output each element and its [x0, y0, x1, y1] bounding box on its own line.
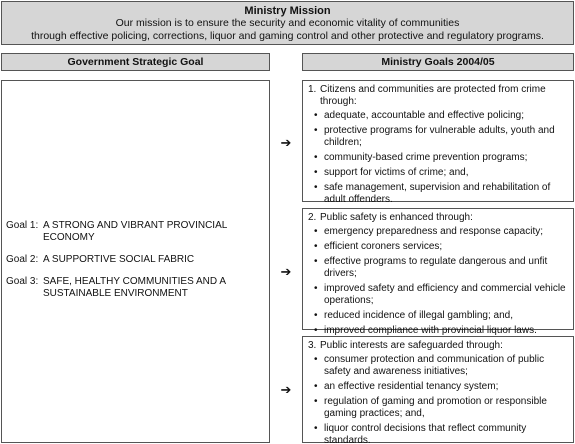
strategic-goal-list	[6, 220, 268, 310]
list-item: • an effective residential tenancy system;	[314, 381, 499, 392]
list-item: • effective programs to regulate dangerous and unfit drivers;	[314, 256, 548, 279]
bullet-icon: •	[314, 354, 318, 365]
bullet-icon: •	[314, 241, 318, 252]
list-item: • efficient coroners services;	[314, 241, 443, 252]
ministry-goal-number: 3.	[308, 340, 317, 351]
ministry-goal-items	[314, 226, 569, 337]
list-item: • improved safety and efficiency and commercial vehicle operations;	[314, 283, 566, 306]
arrow-right-icon: ➔	[280, 264, 292, 279]
ministry-goal-heading-text: Public safety is enhanced through:	[320, 212, 473, 223]
bullet-icon: •	[314, 310, 318, 321]
list-item: • reduced incidence of illegal gambling; and,	[314, 310, 514, 321]
strategic-goal-header: Government Strategic Goal	[1, 53, 270, 71]
ministry-goal-items	[314, 354, 569, 444]
bullet-icon: •	[314, 396, 318, 407]
bullet-icon: •	[314, 182, 318, 193]
list-item: • liquor control decisions that reflect community standards.	[314, 423, 569, 444]
mission-line-2: through effective policing, corrections, liquor and gaming control and other protective and regulatory programs.	[31, 30, 544, 42]
ministry-goal-heading	[308, 340, 569, 352]
ministry-goal-items	[314, 110, 569, 206]
bullet-icon: •	[314, 167, 318, 178]
strategic-goal-2	[6, 254, 268, 266]
ministry-goal-number: 1.	[308, 84, 317, 95]
bullet-icon: •	[314, 226, 318, 237]
list-item: • adequate, accountable and effective policing;	[314, 110, 524, 121]
ministry-goal-3-box	[302, 336, 574, 443]
strategic-goals-box	[1, 80, 270, 443]
ministry-goal-heading-text: Public interests are safeguarded through:	[320, 340, 503, 351]
list-item: • safe management, supervision and rehabilitation of adult offenders.	[314, 182, 551, 205]
bullet-icon: •	[314, 325, 318, 336]
ministry-goal-1-box	[302, 80, 574, 205]
mission-line-1: Our mission is to ensure the security and economic vitality of communities	[115, 17, 460, 29]
mission-title: Ministry Mission	[244, 5, 331, 17]
goal-text: A SUPPORTIVE SOCIAL FABRIC	[43, 254, 195, 265]
ministry-goal-number: 2.	[308, 212, 317, 223]
list-item: • emergency preparedness and response capacity;	[314, 226, 544, 237]
list-item: • consumer protection and communication of public safety and awareness initiatives;	[314, 354, 545, 377]
ministry-goal-heading	[308, 212, 569, 224]
bullet-icon: •	[314, 423, 318, 434]
arrow-right-icon: ➔	[280, 382, 292, 397]
ministry-goal-heading	[308, 84, 569, 108]
goal-text: SAFE, HEALTHY COMMUNITIES AND A SUSTAINABLE ENVIRONMENT	[43, 276, 226, 299]
list-item: • improved compliance with provincial liquor laws.	[314, 325, 537, 336]
strategic-goal-1	[6, 220, 268, 244]
list-item: • protective programs for vulnerable adults, youth and children;	[314, 125, 555, 148]
ministry-goal-heading-text: Citizens and communities are protected from crime through:	[320, 84, 546, 107]
bullet-icon: •	[314, 125, 318, 136]
ministry-goal-2-box	[302, 208, 574, 336]
strategic-goal-3	[6, 276, 268, 300]
ministry-mission-box	[1, 1, 574, 45]
goal-number: Goal 2:	[6, 254, 39, 265]
list-item: • community-based crime prevention programs;	[314, 152, 528, 163]
bullet-icon: •	[314, 152, 318, 163]
goal-number: Goal 3:	[6, 276, 39, 287]
ministry-goals-header: Ministry Goals 2004/05	[302, 53, 574, 71]
list-item: • support for victims of crime; and,	[314, 167, 469, 178]
bullet-icon: •	[314, 110, 318, 121]
bullet-icon: •	[314, 283, 318, 294]
list-item: • regulation of gaming and promotion or responsible gaming practices; and,	[314, 396, 547, 419]
bullet-icon: •	[314, 256, 318, 267]
goal-number: Goal 1:	[6, 220, 39, 231]
arrow-right-icon: ➔	[280, 135, 292, 150]
bullet-icon: •	[314, 381, 318, 392]
goal-text: A STRONG AND VIBRANT PROVINCIAL ECONOMY	[43, 220, 227, 243]
